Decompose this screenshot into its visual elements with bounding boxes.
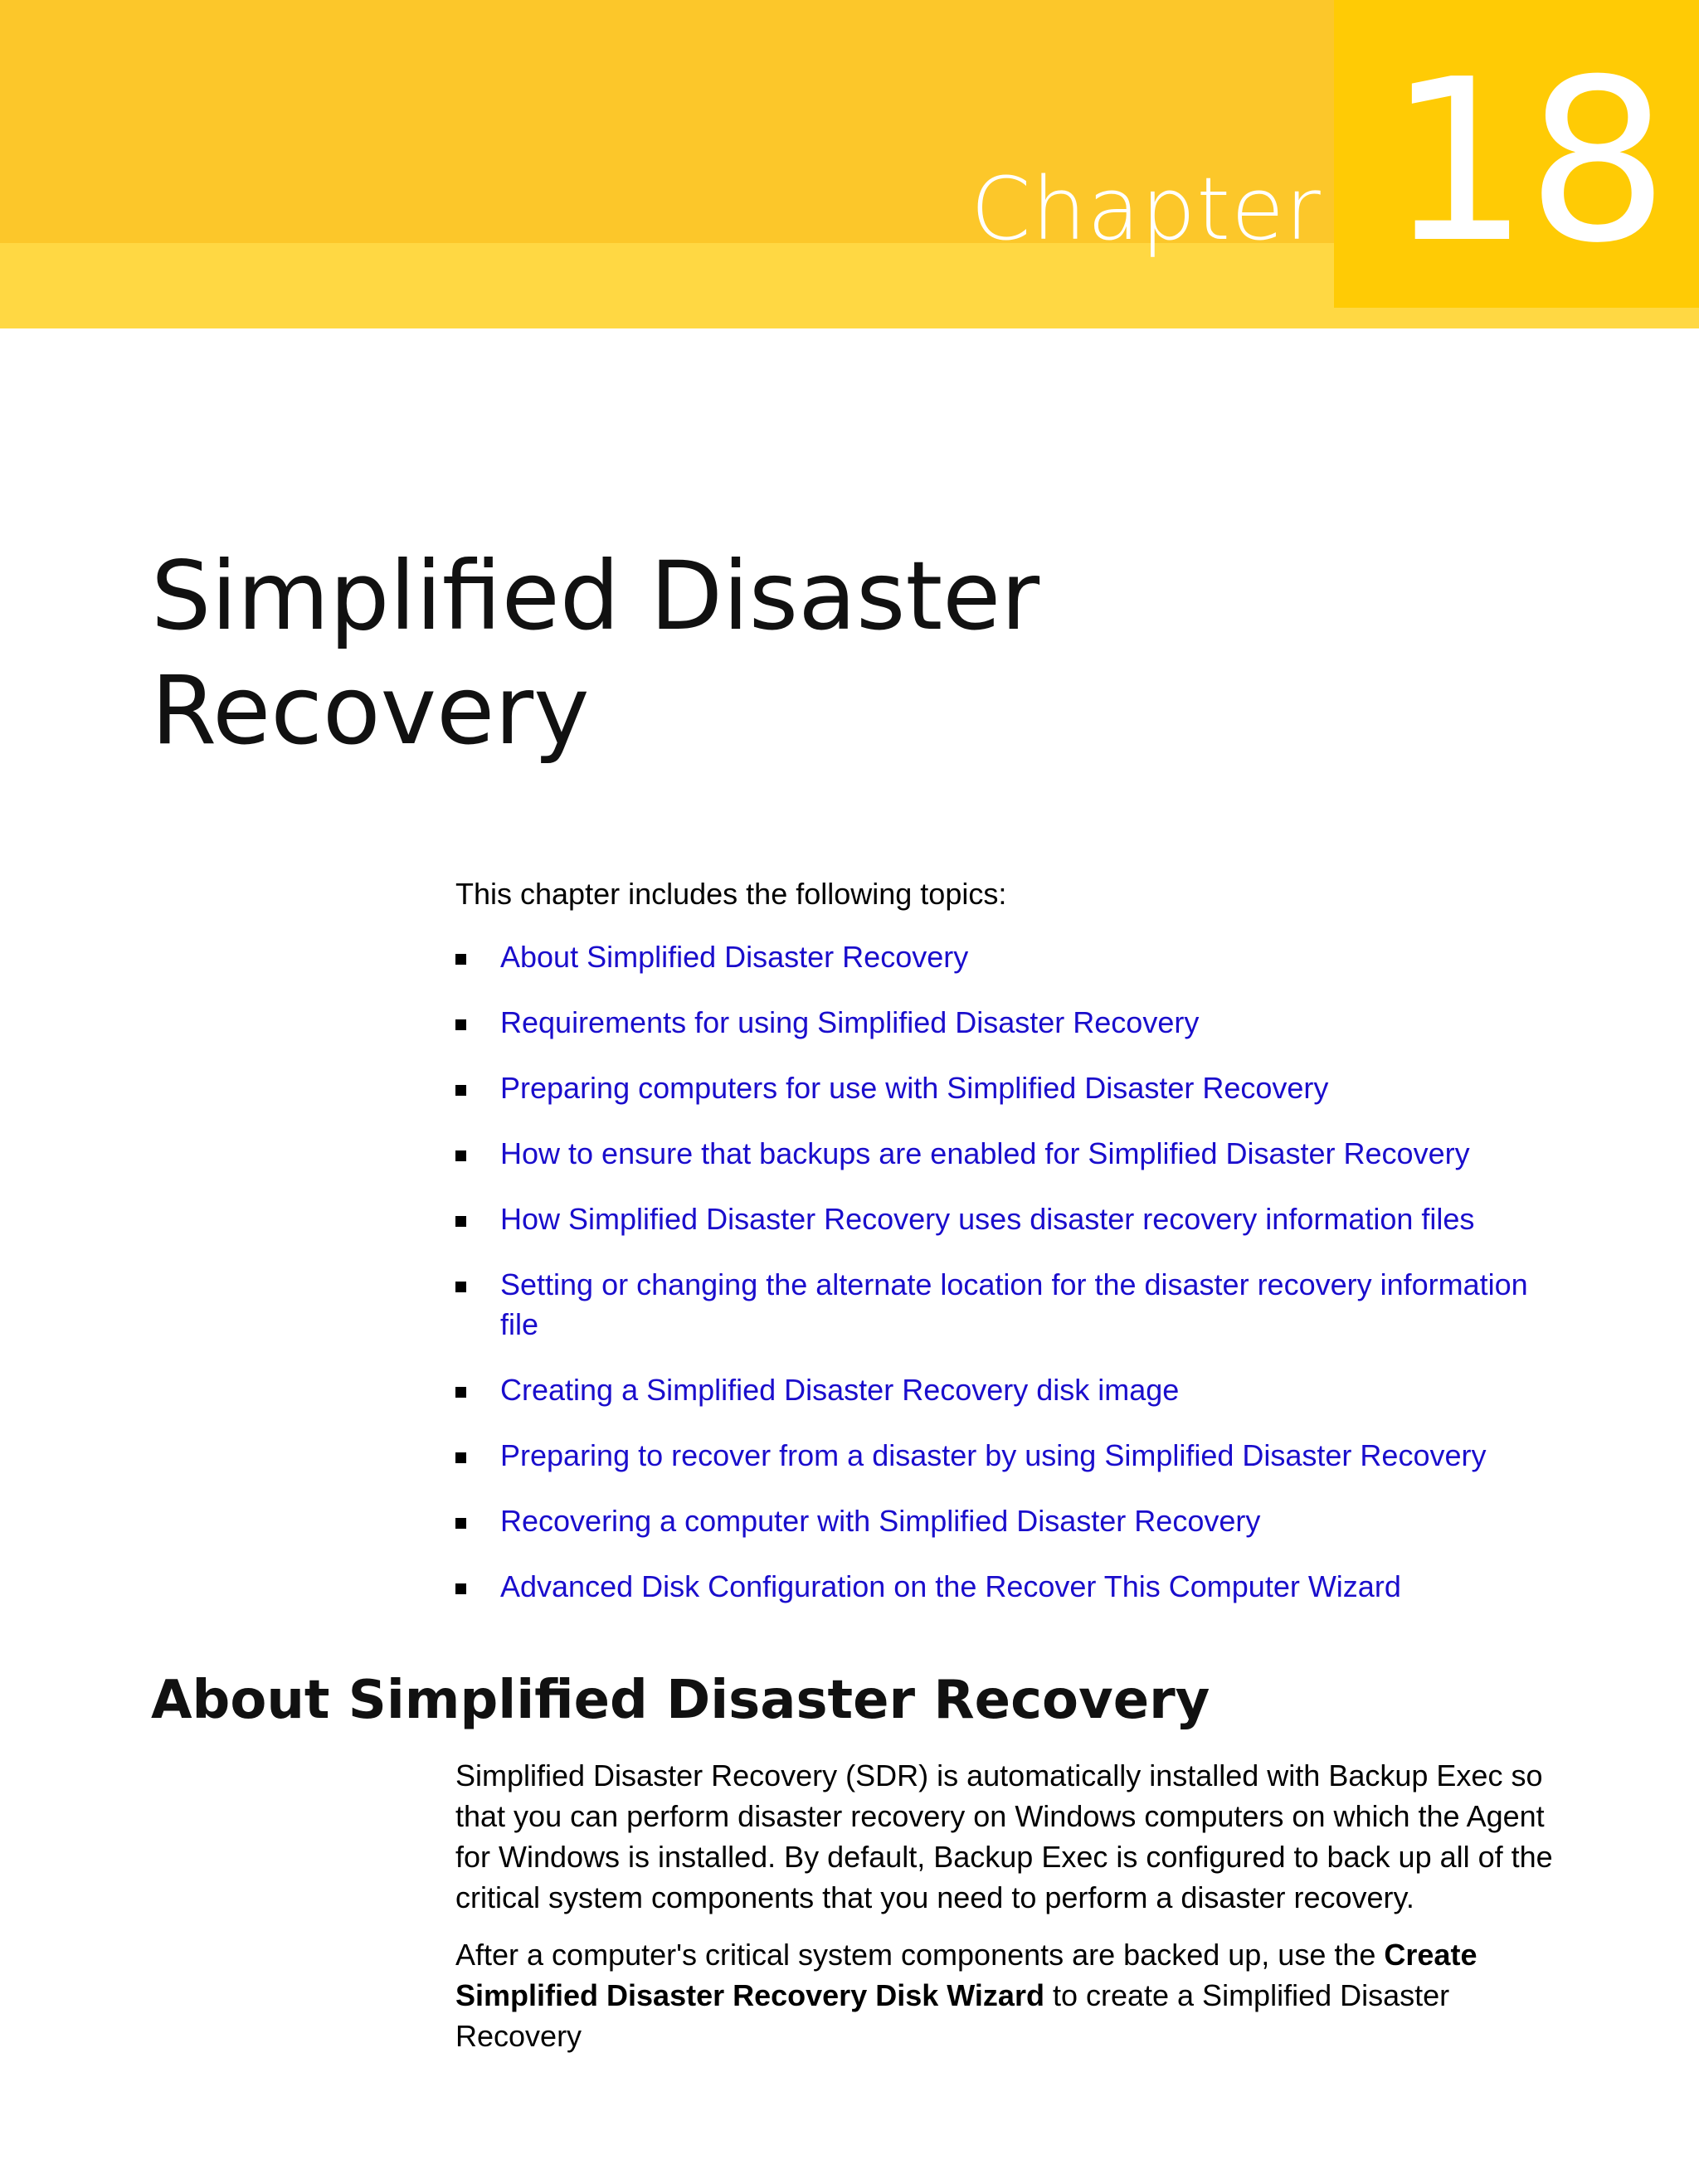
paragraph-2-end: to create a Simplified Disaster Recovery [455,1978,1450,2053]
bullet-square-icon [455,1019,466,1030]
bullet-square-icon [455,1085,466,1096]
topic-link-advanced-disk[interactable]: Advanced Disk Configuration on the Recover This Computer Wizard [500,1569,1401,1603]
topic-item [455,1199,1567,1239]
topic-item [455,1265,1567,1345]
topic-item [455,1370,1567,1410]
topic-item [455,1134,1567,1174]
topic-link-alternate-location[interactable]: Setting or changing the alternate location for the disaster recovery information file [500,1267,1528,1341]
topic-link-preparing-computers[interactable]: Preparing computers for use with Simplified Disaster Recovery [500,1071,1329,1105]
topic-link-recovering-computer[interactable]: Recovering a computer with Simplified Disaster Recovery [500,1504,1261,1538]
topic-link-disk-image[interactable]: Creating a Simplified Disaster Recovery disk image [500,1373,1180,1407]
chapter-banner [0,0,1699,328]
bullet-square-icon [455,1216,466,1227]
page-title-line-2: Recovery [151,655,590,766]
chapter-label: Chapter [971,158,1322,260]
topic-link-ensure-backups[interactable]: How to ensure that backups are enabled for Simplified Disaster Recovery [500,1136,1470,1170]
topic-link-information-files[interactable]: How Simplified Disaster Recovery uses disaster recovery information files [500,1202,1475,1236]
section-paragraph-2 [455,1934,1567,2056]
topic-item [455,1068,1567,1108]
topic-item [455,937,1567,977]
topics-list [455,937,1567,1632]
bullet-square-icon [455,954,466,965]
topic-item [455,1436,1567,1476]
topic-item [455,1567,1567,1607]
wizard-name: Create Simplified Disaster Recovery Disk Wizard [455,1938,1477,2012]
section-paragraph-1: Simplified Disaster Recovery (SDR) is automatically installed with Backup Exec so that you can perform disaster recovery on Windows computers on which the Agent for Windows is installed. By default, Backup Exec is configured to back up all of the critical system components that you need to perform a disaster recovery. [455,1758,1553,1914]
paragraph-2-start: After a computer's critical system components are backed up, use the [455,1938,1385,1972]
bullet-square-icon [455,1282,466,1292]
section-heading: About Simplified Disaster Recovery [151,1670,1210,1731]
bullet-square-icon [455,1387,466,1398]
topic-link-about[interactable]: About Simplified Disaster Recovery [500,940,969,974]
page-title-line-1: Simplified Disaster [151,541,1040,651]
bullet-square-icon [455,1583,466,1594]
page-title [151,539,1146,768]
chapter-number: 18 [1387,31,1666,292]
topic-item [455,1501,1567,1541]
bullet-square-icon [455,1452,466,1463]
bullet-square-icon [455,1518,466,1529]
topic-link-requirements[interactable]: Requirements for using Simplified Disaster Recovery [500,1005,1200,1039]
topics-intro: This chapter includes the following topics: [455,877,1007,911]
topic-item [455,1003,1567,1043]
bullet-square-icon [455,1150,466,1161]
topic-link-preparing-recover[interactable]: Preparing to recover from a disaster by using Simplified Disaster Recovery [500,1438,1487,1472]
